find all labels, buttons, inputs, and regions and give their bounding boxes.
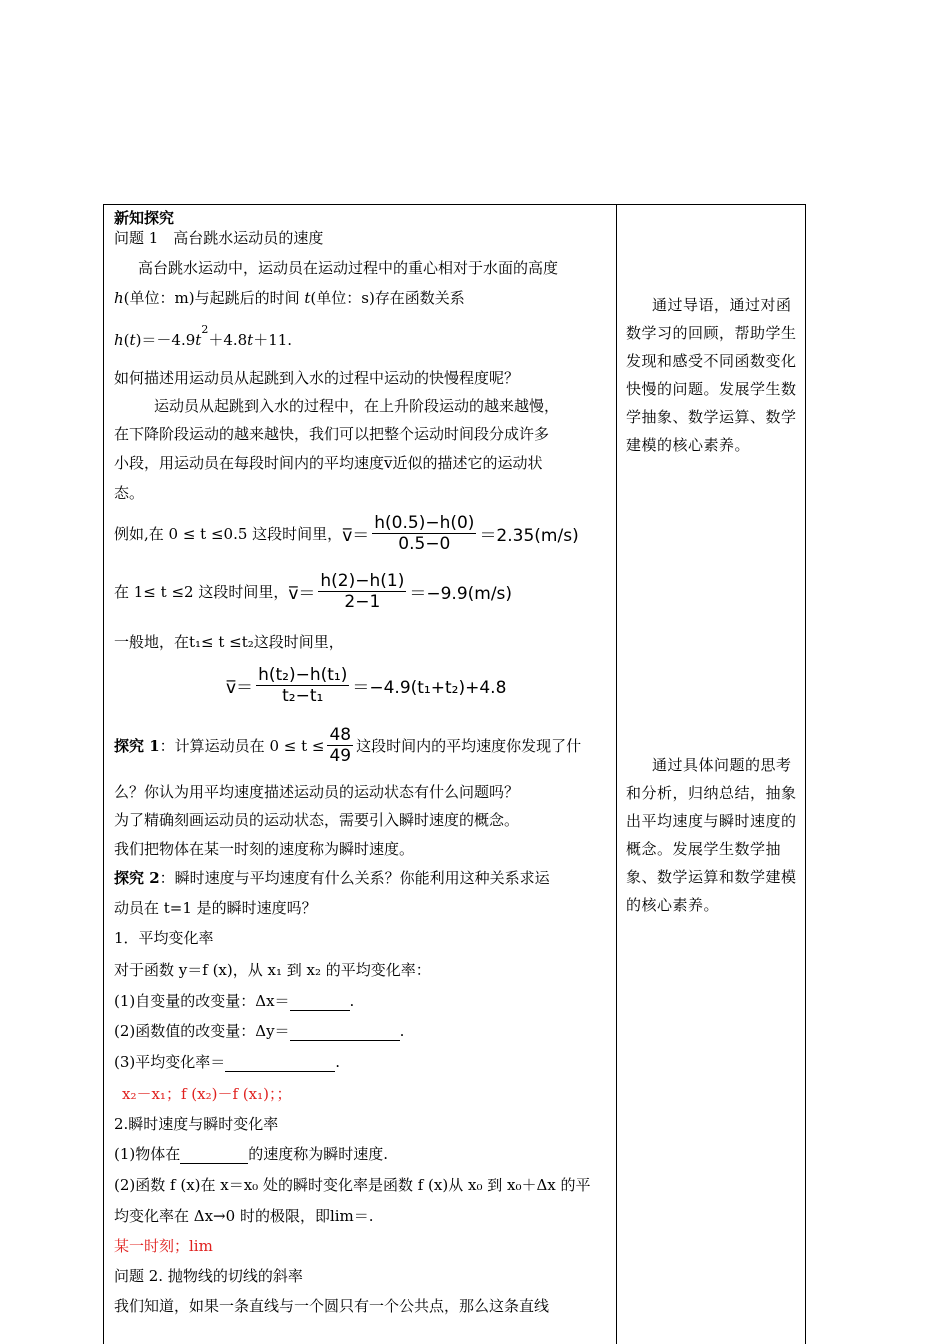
example-1: 例如,在 0 ≤ t ≤0.5 这段时间里，v̅＝ $\frac{h(0.5)-h(0)}{0.5-0}$ ＝2.35(m/s) <box>114 513 579 554</box>
question-2-text: 我们知道，如果一条直线与一个圆只有一个公共点，那么这条直线 <box>114 1297 550 1315</box>
section-2-title: 2.瞬时速度与瞬时变化率 <box>114 1115 279 1133</box>
paragraph-5: 我们把物体在某一时刻的速度称为瞬时速度。 <box>114 840 415 858</box>
lesson-table <box>103 204 806 1344</box>
section-title: 新知探究 <box>114 209 175 227</box>
paragraph-1: 高台跳水运动中，运动员在运动过程中的重心相对于水面的高度 <box>138 259 559 277</box>
paragraph-3-line-2: 在下降阶段运动的越来越快，我们可以把整个运动时间段分成许多 <box>114 425 550 443</box>
paragraph-1-line-2: h(单位：m)与起跳后的时间 t(单位：s)存在函数关系 <box>114 289 465 307</box>
explore-1-line-2: 么？你认为用平均速度描述运动员的运动状态有什么问题吗？ <box>114 783 520 801</box>
paragraph-3-line-3: 小段，用运动员在每段时间内的平均速度v̅近似的描述它的运动状 <box>114 454 543 472</box>
item-instant-rate-line-2: 均变化率在 Δx→0 时的极限，即lim＝. <box>114 1207 374 1225</box>
item-delta-x: (1)自变量的改变量：Δx＝ . <box>114 992 355 1010</box>
explore-2-line-2: 动员在 t=1 是的瞬时速度吗？ <box>114 899 317 917</box>
section-1-intro: 对于函数 y＝f (x)，从 x₁ 到 x₂ 的平均变化率： <box>114 961 431 979</box>
general-formula: v̅＝ $\frac{\text{h(t₂)−h(t₁)}}{\text{t₂−t₁}}$ ＝−4.9(t₁+t₂)+4.8 <box>226 665 507 706</box>
answer-1: x₂－x₁；f (x₂)－f (x₁)；； <box>122 1085 292 1103</box>
answer-2: 某一时刻；lim <box>114 1237 213 1255</box>
section-1-title: 1．平均变化率 <box>114 929 214 947</box>
height-function: $h(t)=-4.9t^2+4.8t+11$. <box>114 323 293 349</box>
item-delta-y: (2)函数值的改变量：Δy＝ . <box>114 1022 405 1040</box>
question-1-title: 问题 1 高台跳水运动员的速度 <box>114 229 324 247</box>
example-2: 在 1≤ t ≤2 这段时间里，v̅＝ $\frac{h(2)-h(1)}{2-1}$ ＝−9.9(m/s) <box>114 571 513 612</box>
item-instant-velocity: (1)物体在 的速度称为瞬时速度. <box>114 1145 389 1163</box>
paragraph-2: 如何描述用运动员从起跳到入水的过程中运动的快慢程度呢？ <box>114 369 520 387</box>
question-2-title: 问题 2. 抛物线的切线的斜率 <box>114 1267 303 1285</box>
paragraph-3-line-1: 运动员从起跳到入水的过程中，在上升阶段运动的越来越慢， <box>154 397 560 415</box>
paragraph-4: 为了精确刻画运动员的运动状态，需要引入瞬时速度的概念。 <box>114 811 520 829</box>
item-instant-rate-line-1: (2)函数 f (x)在 x＝x₀ 处的瞬时变化率是函数 f (x)从 x₀ 到 x₀＋Δx 的平 <box>114 1176 591 1194</box>
paragraph-3-line-4: 态。 <box>114 484 145 502</box>
general-case: 一般地，在t₁≤ t ≤t₂这段时间里， <box>114 633 344 651</box>
item-average-rate: (3)平均变化率＝ . <box>114 1053 341 1071</box>
design-note-1: 通过导语，通过对函数学习的回顾，帮助学生发现和感受不同函数变化快慢的问题。发展学生数学抽象、数学运算、数学建模的核心素养。 <box>626 296 797 454</box>
explore-2: 探究 2：瞬时速度与平均速度有什么关系？你能利用这种关系求运 <box>114 869 550 887</box>
column-divider <box>616 205 617 1344</box>
explore-1: 探究 1：计算运动员在 0 ≤ t ≤ $\frac{48}{49}$ 这段时间内的平均速度你发现了什 <box>114 725 582 766</box>
design-note-2: 通过具体问题的思考和分析，归纳总结，抽象出平均速度与瞬时速度的概念。发展学生数学抽象、数学运算和数学建模的核心素养。 <box>626 756 797 914</box>
